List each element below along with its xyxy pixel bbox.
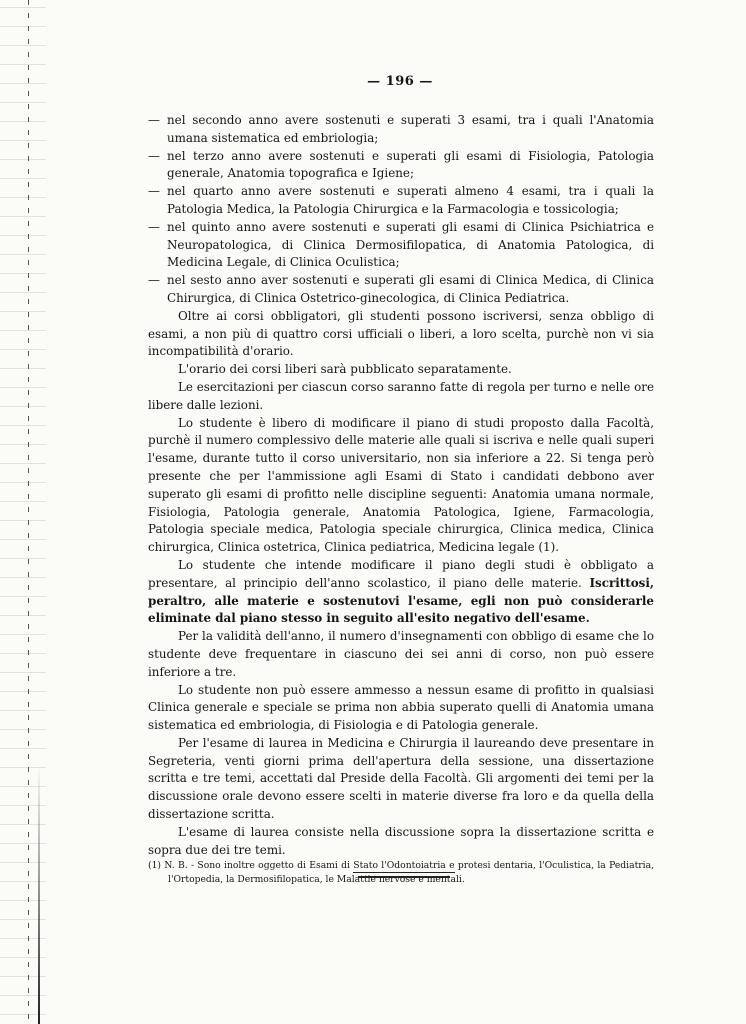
- requirement-item-3rd-year: — nel terzo anno avere sostenuti e superati gli esami di Fisiologia, Patologia generale, Anatomia topografica e Igiene;: [148, 148, 654, 184]
- paragraph-plan-modification: [148, 557, 654, 628]
- page-body: [148, 112, 654, 887]
- requirement-item-6th-year: — nel sesto anno aver sostenuti e superati gli esami di Clinica Medica, di Clinica Chirurgica, di Clinica Ostetrico-ginecologica, di Clinica Pediatrica.: [148, 272, 654, 308]
- paragraph-study-plan: Lo studente è libero di modificare il piano di studi proposto dalla Facoltà, purchè il numero complessivo delle materie alle quali si iscriva e nelle quali superi l'esame, durante tutto il corso universitario, non sia inferiore a 22. Si tenga però presente che per l'ammissione agli Esami di Stato i candidati debbono aver superato gli esami di profitto nelle discipline seguenti: Anatomia umana normale, Fisiologia, Patologia generale, Anatomia Patologica, Igiene, Farmacologia, Patologia speciale medica, Patologia speciale chirurgica, Clinica medica, Clinica chirurgica, Clinica ostetrica, Clinica pediatrica, Medicina legale (1).: [148, 415, 654, 555]
- end-rule-thin: [353, 872, 455, 873]
- paragraph-timetable: L'orario dei corsi liberi sarà pubblicato separatamente.: [178, 362, 512, 377]
- paragraph-optional-courses: Oltre ai corsi obbligatori, gli studenti possono iscriversi, senza obbligo di esami, a non più di quattro corsi ufficiali o liberi, a loro scelta, purchè non vi sia incompatibilità d'orario.: [148, 308, 654, 359]
- paragraph-exercises: Le esercitazioni per ciascun corso saranno fatte di regola per turno e nelle ore libere dalle lezioni.: [148, 379, 654, 412]
- requirement-item-5th-year: — nel quinto anno avere sostenuti e superati gli esami di Clinica Psichiatrica e Neuropatologica, di Clinica Dermosifilopatica, di Anatomia Patologica, di Medicina Legale, di Clinica Oculistica;: [148, 219, 654, 272]
- paragraph-degree-discussion: L'esame di laurea consiste nella discussione sopra la dissertazione scritta e sopra due dei tre temi.: [148, 824, 654, 857]
- requirement-item-4th-year: — nel quarto anno avere sostenuti e superati almeno 4 esami, tra i quali la Patologia Medica, la Patologia Chirurgica e la Farmacologia e tossicologia;: [148, 183, 654, 219]
- end-rule-thick: [358, 876, 450, 878]
- paragraph-clinic-prerequisites: Lo studente non può essere ammesso a nessun esame di profitto in qualsiasi Clinica generale e speciale se prima non abbia superato quelli di Anatomia umana sistematica ed embriologia, di Fisiologia e di Patologia generale.: [148, 682, 654, 733]
- binding-shadow: [38, 764, 40, 1024]
- binding-stitch-line: [28, 0, 29, 1024]
- plan-modification-text: Lo studente che intende modificare il piano degli studi è obbligato a presentare, al principio dell'anno scolastico, il piano delle materie.: [148, 557, 654, 590]
- paragraph-year-validity: Per la validità dell'anno, il numero d'insegnamenti con obbligo di esame che lo studente deve frequentare in ciascuno dei sei anni di corso, non può essere inferiore a tre.: [148, 629, 654, 679]
- requirement-item-2nd-year: — nel secondo anno avere sostenuti e superati 3 esami, tra i quali l'Anatomia umana sistematica ed embriologia;: [148, 112, 654, 148]
- footnote: (1) N. B. - Sono inoltre oggetto di Esami di Stato l'Odontoiatria e protesi dentaria, l'Oculistica, la Pediatria, l'Ortopedia, la Dermosifilopatica, le Malattie nervose e mentali.: [148, 860, 654, 886]
- paragraph-degree-exam: Per l'esame di laurea in Medicina e Chirurgia il laureando deve presentare in Segreteria, venti giorni prima dell'apertura della sessione, una dissertazione scritta e tre temi, accettati dal Preside della Facoltà. Gli argomenti dei temi per la discussione orale devono essere scelti in materie diverse fra loro e da quella della dissertazione scritta.: [148, 735, 654, 822]
- plan-modification-bold-text: Iscrittosi, peraltro, alle materie e sostenutovi l'esame, egli non può considerarle eliminate dal piano stesso in seguito all'esito negativo dell'esame.: [148, 575, 654, 626]
- page-number: — 196 —: [367, 74, 433, 89]
